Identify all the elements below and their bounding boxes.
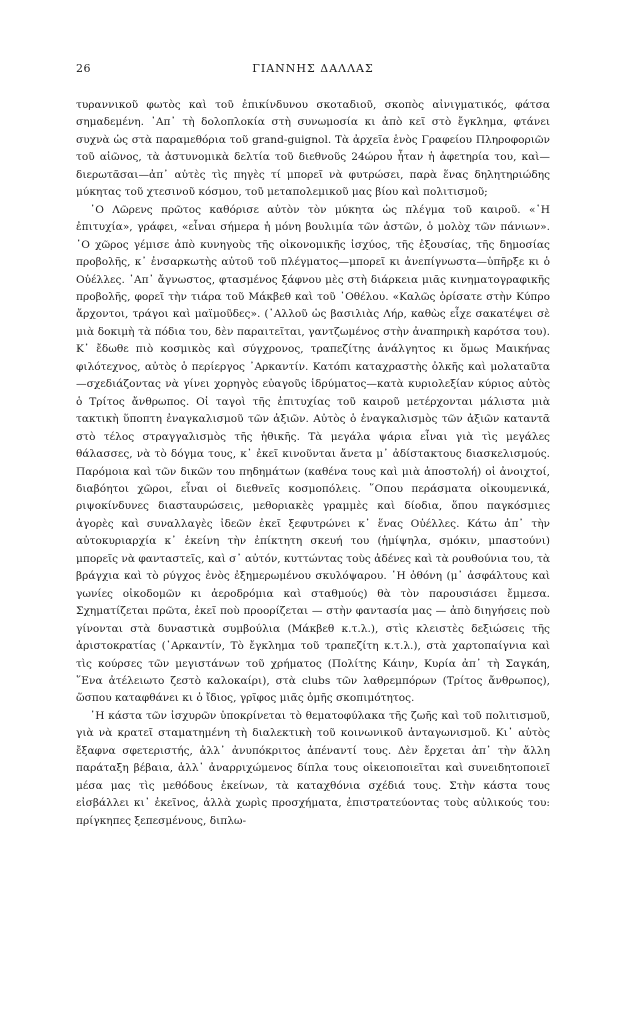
paragraph-3: ῾Η κάστα τῶν ἰσχυρῶν ὑποκρίνεται τὸ θεματοφύλακα τῆς ζωῆς καὶ τοῦ πολιτισμοῦ, γιὰ νὰ κρατεῖ σταματημένη τὴ διαλεκτικὴ τοῦ κοινωνικοῦ ἀνταγωνισμοῦ. Κι᾿ αὐτὸς ἔξαφνα σφετεριστής, ἀλλ᾿ ἀνυπόκριτος ἀπέναντί τους. Δὲν ἔρχεται ἀπ᾿ τὴν ἄλλη παράταξη βέβαια, ἀλλ᾿ ἀναρριχώμενος δίπλα τους οἰκειοποιεῖται καὶ συνειδητοποιεῖ μέσα μας τὶς μεθόδους ἐκείνων, τὰ καταχθόνια σχέδιά τους. Στὴν κάστα τους εἰσβάλλει κι᾿ ἐκεῖνος, ἀλλὰ χωρὶς προσχήματα, ἐπιστρατεύοντας τοὺς αὐλικούς του: πρίγκηπες ξεπεσμένους, διπλω- xyxy=(76,709,550,827)
running-head-author: ΓΙΑΝΝΗΣ ΔΑΛΛΑΣ xyxy=(252,62,374,75)
body-text xyxy=(76,97,550,830)
page-header xyxy=(76,62,550,80)
page-number: 26 xyxy=(76,62,91,75)
paragraph-1: τυραννικοῦ φωτὸς καὶ τοῦ ἐπικίνδυνου σκοταδιοῦ, σκοπὸς αἰνιγματικός, φάτσα σημαδεμένη. ᾿Απ᾿ τὴ δολοπλοκία στὴ συνωμοσία κι ἀπὸ κεῖ στὸ ἔγκλημα, φτάνει συχνὰ ὡς στὰ παραμεθόρια τοῦ grand-guignol. Τὰ ἀρχεῖα ἑνὸς Γραφείου Πληροφοριῶν τοῦ αἰῶνος, τὰ ἀστυνομικὰ δελτία τοῦ διεθνοῦς 24ώρου ἦταν ἡ ἀφετηρία του, καὶ—διερωτᾶσαι—ἀπ᾿ αὐτὲς τὶς πηγὲς τί μπορεῖ νὰ φυτρώσει, παρὰ ἕνας δηλητηριώδης μύκητας τοῦ χτεσινοῦ κόσμου, τοῦ μεταπολεμικοῦ μας βίου καὶ πολιτισμοῦ; xyxy=(76,99,550,199)
paragraph-2: ῾Ο Λῶρενς πρῶτος καθόρισε αὐτὸν τὸν μύκητα ὡς πλέγμα τοῦ καιροῦ. «῾Η ἐπιτυχία», γράφει, «εἶναι σήμερα ἡ μόνη βουλιμία τῶν ἀστῶν, ὁ μολὸχ τῶν πάνιων». ῾Ο χῶρος γέμισε ἀπὸ κυνηγοὺς τῆς οἰκονομικῆς ἰσχύος, τῆς ἐξουσίας, τῆς δημοσίας προβολῆς, κ᾿ ἐνσαρκωτὴς αὐτοῦ τοῦ πλέγματος—μπορεῖ κι ἀνεπίγνωστα—ὑπῆρξε κι ὁ Οὐέλλες. ᾿Απ᾿ ἄγνωστος, φτασμένος ξάφνου μὲς στὴ διάρκεια μιᾶς κινηματογραφικῆς προβολῆς, φορεῖ τὴν τιάρα τοῦ Μάκβεθ καὶ τοῦ ᾿Οθέλου. «Καλῶς ὁρίσατε στὴν Κύπρο ἄρχοντοι, τράγοι καὶ μαϊμοῦδες». (᾿Αλλοῦ ὡς βασιλιὰς Λήρ, καθὼς εἶχε σακατέψει σὲ μιὰ δοκιμὴ τὰ πόδια του, δὲν παραιτεῖται, γαντζωμένος στὴν ἀναπηρικὴ καρότσα του). Κ᾿ ἔδωθε πιὸ κοσμικὸς καὶ σύγχρονος, τραπεζίτης ἀνάλγητος κι ὅμως Μαικήνας φιλότεχνος, αὐτὸς ὁ περίεργος ᾿Αρκαντίν. Κατόπι καταχραστὴς ὀλκῆς καὶ μολαταῦτα—σχεδιάζοντας νὰ γίνει χορηγὸς εὐαγοῦς ἱδρύματος—κατὰ κυριολεξίαν κύριος αὐτὸς ὁ Τρίτος ἄνθρωπος. Οἱ ταγοὶ τῆς ἐπιτυχίας τοῦ καιροῦ μετέρχονται μάλιστα μιὰ τακτικὴ ὕποπτη ἐναγκαλισμοῦ τῶν ἀξιῶν. Αὐτὸς ὁ ἐναγκαλισμὸς τῶν ἀξιῶν καταντᾶ στὸ τέλος στραγγαλισμὸς τῆς ἠθικῆς. Τὰ μεγάλα ψάρια εἶναι γιὰ τὶς μεγάλες θάλασσες, νὰ τὸ δόγμα τους, κ᾿ ἐκεῖ κινοῦνται ἄνετα μ᾿ ἀδίστακτους διασκελισμούς. Παρόμοια καὶ τῶν δικῶν του πηδημάτων (καθένα τους καὶ μιὰ ἀποστολή) οἱ ἀνοιχτοί, διαβόητοι χῶροι, εἶναι οἱ διεθνεῖς κοσμοπόλεις. ῞Οπου περάσματα οἰκουμενικά, ριψοκίνδυνες διασταυρώσεις, μεθοριακὲς γραμμὲς καὶ δίοδια, ὅπου παγκόσμιες ἀγορὲς καὶ συναλλαγὲς ἰδεῶν ἐκεῖ ξεφυτρώνει κ᾿ ἕνας Οὐέλλες. Κάτω ἀπ᾿ τὴν αὐτοκυριαρχία κ᾿ ἐκείνη τὴν ἐπίκτητη σκευή του (ἡμίψηλα, σμόκιν, μπαστούνι) μπορεῖς νὰ φανταστεῖς, καὶ σ᾿ αὐτόν, κυττώντας τοὺς ἀδένες καὶ τὰ ρουθούνια του, τὰ βράγχια καὶ τὸ ρύγχος ἑνὸς ἐξημερωμένου σκυλόψαρου. ῾Η ὀθόνη (μ᾿ ἀσφάλτους καὶ γωνίες οἰκοδομῶν κι ἀεροδρόμια καὶ σταθμούς) θὰ τὸν παρουσιάσει ἔμμεσα. Σχηματίζεται πρῶτα, ἐκεῖ ποὺ προορίζεται — στὴν φαντασία μας — ἀπὸ διηγήσεις ποὺ γίνονται στὰ δυναστικὰ συμβούλια (Μάκβεθ κ.τ.λ.), στὶς κλειστὲς δεξιώσεις τῆς ἀριστοκρατίας (᾿Αρκαντίν, Τὸ ἔγκλημα τοῦ τραπεζίτη κ.τ.λ.), στὰ χαρτοπαίγνια καὶ τὶς κούρσες τῶν μεγιστάνων τοῦ χρήματος (Πολίτης Κάιην, Κυρία ἀπ᾿ τὴ Σαγκάη, ῞Ενα ἀτέλειωτο ζεστὸ καλοκαίρι), στὰ clubs τῶν λαθρεμπόρων (Τρίτος ἄνθρωπος), ὥσπου καταφθάνει κι ὁ ἴδιος, γρῖφος μιᾶς ὁμῆς σκοπιμότητος. xyxy=(76,203,550,705)
